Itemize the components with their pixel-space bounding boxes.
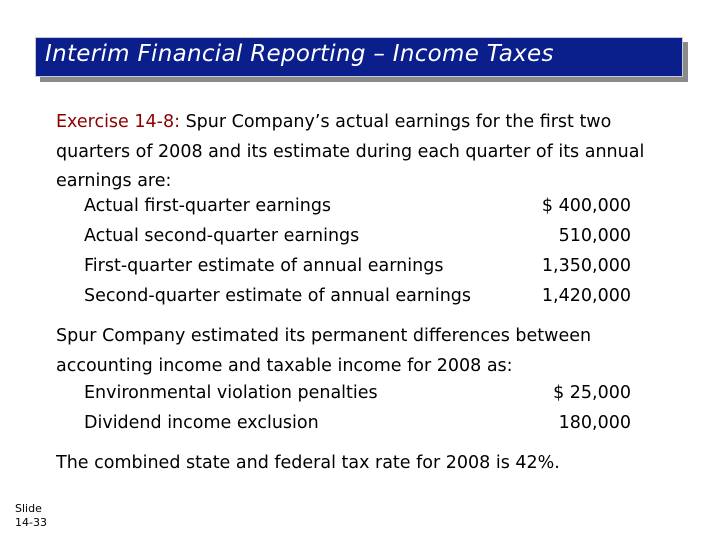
- earnings-item-label: Actual first-quarter earnings: [84, 196, 332, 216]
- earnings-item-value: 510,000: [558, 226, 631, 246]
- page-title: Interim Financial Reporting – Income Taxes: [45, 41, 554, 67]
- earnings-item-value: 1,350,000: [541, 256, 631, 276]
- differences-paragraph: Spur Company estimated its permanent differences between accounting income and taxable income for 2008 as:: [56, 326, 592, 376]
- slide-number: [15, 502, 47, 530]
- slide-label: Slide: [15, 502, 42, 515]
- slide-number-value: 14-33: [15, 516, 47, 529]
- exercise-paragraph: [56, 108, 686, 197]
- earnings-item-label: Actual second-quarter earnings: [84, 226, 360, 246]
- difference-item-value: $ 25,000: [553, 383, 631, 403]
- earnings-item-value: $ 400,000: [541, 196, 631, 216]
- earnings-item-label: First-quarter estimate of annual earnings: [84, 256, 444, 276]
- earnings-item-label: Second-quarter estimate of annual earnings: [84, 286, 472, 306]
- exercise-label: Exercise 14-8:: [56, 112, 180, 132]
- exercise-intro: Spur Company’s actual earnings for the first two quarters of 2008 and its estimate during each quarter of its annual earnings are:: [56, 112, 645, 191]
- earnings-item-value: 1,420,000: [541, 286, 631, 306]
- difference-item-label: Environmental violation penalties: [84, 383, 378, 403]
- difference-item-label: Dividend income exclusion: [84, 413, 319, 433]
- difference-item-value: 180,000: [558, 413, 631, 433]
- tax-rate-paragraph: The combined state and federal tax rate for 2008 is 42%.: [56, 453, 560, 473]
